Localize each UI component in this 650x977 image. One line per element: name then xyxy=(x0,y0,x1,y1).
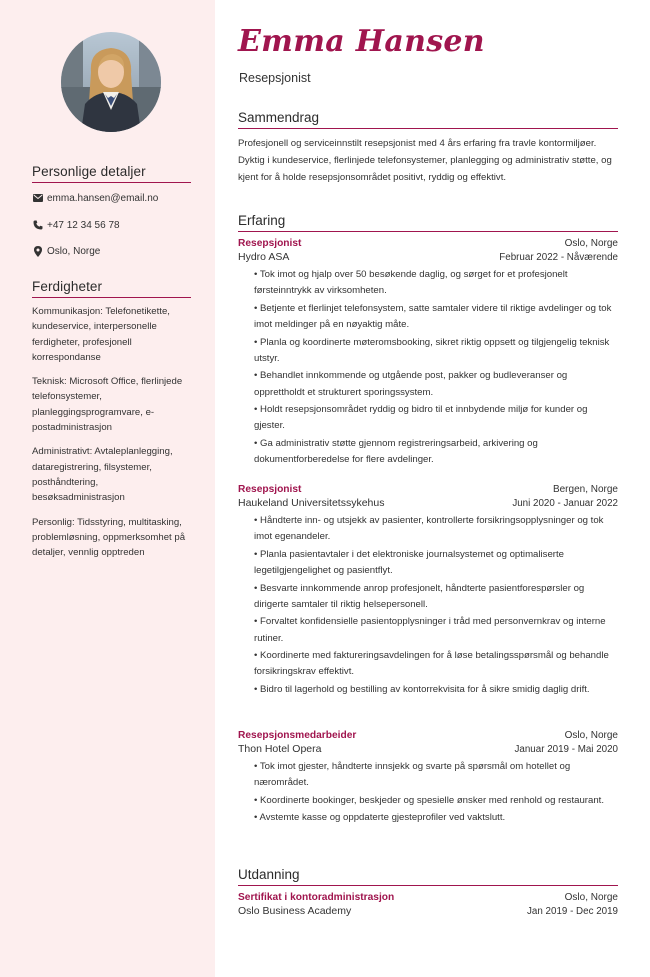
education-location: Oslo, Norge xyxy=(564,892,618,903)
candidate-name: Emma Hansen xyxy=(238,24,485,59)
job-location: Oslo, Norge xyxy=(564,730,618,741)
job-bullet: • Behandlet innkommende og utgående post, pakker og budleveranser og opprettholdt et strukturert sporingssystem. xyxy=(254,370,568,398)
job-dates: Februar 2022 - Nåværende xyxy=(499,252,618,263)
skill-item: Kommunikasjon: Telefonetikette, kundeservice, interpersonelle ferdigheter, profesjonell korrespondanse xyxy=(32,306,170,363)
job-entry xyxy=(238,730,618,828)
profile-photo xyxy=(61,32,161,132)
job-dates: Januar 2019 - Mai 2020 xyxy=(514,744,618,755)
education-heading: Utdanning xyxy=(238,867,618,886)
location-text: Oslo, Norge xyxy=(47,245,101,257)
job-bullet: • Bidro til lagerhold og bestilling av kontorrekvisita for å sikre smidig daglig drift. xyxy=(254,683,590,695)
job-location: Oslo, Norge xyxy=(564,238,618,249)
contact-phone xyxy=(32,218,191,232)
job-bullet: • Tok imot og hjalp over 50 besøkende daglig, og sørget for et profesjonelt førsteinntrykk av virksomheten. xyxy=(254,269,568,297)
job-bullet: • Planla og koordinerte møteromsbooking, sikret riktig oppsett og tilgjengelig teknisk utstyr. xyxy=(254,336,610,364)
job-bullets xyxy=(238,267,618,469)
job-bullet: • Koordinerte med faktureringsavdelingen for å løse betalingsspørsmål og behandle forsikringskrav effektivt. xyxy=(254,650,609,678)
summary-text: Profesjonell og serviceinnstilt resepsjonist med 4 års erfaring fra travle kontormiljøer. Dyktig i kundeservice, flerlinjede telefonsystemer, planlegging og administrativ støtte, og kjent for å holde resepsjonsområdet positivt, ryddig og effektivt. xyxy=(238,138,612,183)
job-bullet: • Planla pasientavtaler i det elektroniske journalsystemet og optimaliserte legetilgjengelighet og pasientflyt. xyxy=(254,548,564,577)
education-school: Oslo Business Academy xyxy=(238,905,352,917)
job-bullet: • Koordinerte bookinger, beskjeder og spesielle ønsker med renhold og restaurant. xyxy=(254,794,605,806)
job-bullet: • Holdt resepsjonsområdet ryddig og bidro til et innbydende miljø for kunder og gjester. xyxy=(254,404,588,432)
job-bullet: • Betjente et flerlinjet telefonsystem, satte samtaler videre til riktige avdelinger og tok imot meldinger på en nøyaktig måte. xyxy=(254,302,612,331)
email-text: emma.hansen@email.no xyxy=(47,192,159,204)
skill-item: Administrativt: Avtaleplanlegging, dataregistrering, filsystemer, posthåndtering, besøksadministrasjon xyxy=(32,446,173,504)
job-company: Thon Hotel Opera xyxy=(238,743,322,755)
personal-details-section xyxy=(32,164,191,258)
job-bullet: • Avstemte kasse og oppdaterte gjesteprofiler ved vaktslutt. xyxy=(254,812,506,824)
job-location: Bergen, Norge xyxy=(552,484,618,495)
envelope-icon xyxy=(32,193,43,204)
job-bullet: • Forvaltet konfidensielle pasientopplysninger i tråd med personvernkrav og interne rutiner. xyxy=(254,616,606,644)
skills-heading: Ferdigheter xyxy=(32,279,191,298)
job-title: Resepsjonist xyxy=(238,238,302,249)
job-title: Resepsjonist xyxy=(238,484,302,495)
phone-text: +47 12 34 56 78 xyxy=(47,219,120,231)
skill-item: Personlig: Tidsstyring, multitasking, problemløsning, oppmerksomhet på detaljer, vennlig opptreden xyxy=(32,516,186,559)
education-entry xyxy=(238,892,618,918)
job-company: Hydro ASA xyxy=(238,251,290,263)
job-bullets xyxy=(238,513,618,698)
skill-item: Teknisk: Microsoft Office, flerlinjede telefonsystemer, planleggingsprogramvare, e-postadministrasjon xyxy=(32,376,183,434)
contact-email xyxy=(32,191,191,205)
job-title: Resepsjonsmedarbeider xyxy=(238,730,357,741)
summary-heading: Sammendrag xyxy=(238,110,618,129)
experience-heading: Erfaring xyxy=(238,213,618,232)
map-pin-icon xyxy=(32,246,43,257)
job-bullets xyxy=(238,759,618,827)
job-bullet: • Ga administrativ støtte gjennom registreringsarbeid, arkivering og dokumentforberedelse for flere avdelinger. xyxy=(254,437,538,466)
job-entry xyxy=(238,238,618,470)
personal-details-heading: Personlige detaljer xyxy=(32,164,191,183)
phone-icon xyxy=(32,220,43,231)
job-bullet: • Håndterte inn- og utsjekk av pasienter, kontrollerte forsikringsopplysninger og tok imot egenandeler. xyxy=(254,515,604,543)
contact-location xyxy=(32,244,191,258)
candidate-role: Resepsjonist xyxy=(239,71,311,85)
skills-section xyxy=(32,279,191,560)
education-title: Sertifikat i kontoradministrasjon xyxy=(238,892,395,903)
job-entry xyxy=(238,484,618,699)
job-bullet: • Tok imot gjester, håndterte innsjekk og svarte på spørsmål om hotellet og nærområdet. xyxy=(254,761,571,789)
job-company: Haukeland Universitetssykehus xyxy=(238,497,385,509)
education-dates: Jan 2019 - Dec 2019 xyxy=(527,906,618,917)
job-bullet: • Besvarte innkommende anrop profesjonelt, håndterte pasientforespørsler og dirigerte samtaler til riktig helsepersonell. xyxy=(254,582,585,610)
job-dates: Juni 2020 - Januar 2022 xyxy=(512,498,618,509)
